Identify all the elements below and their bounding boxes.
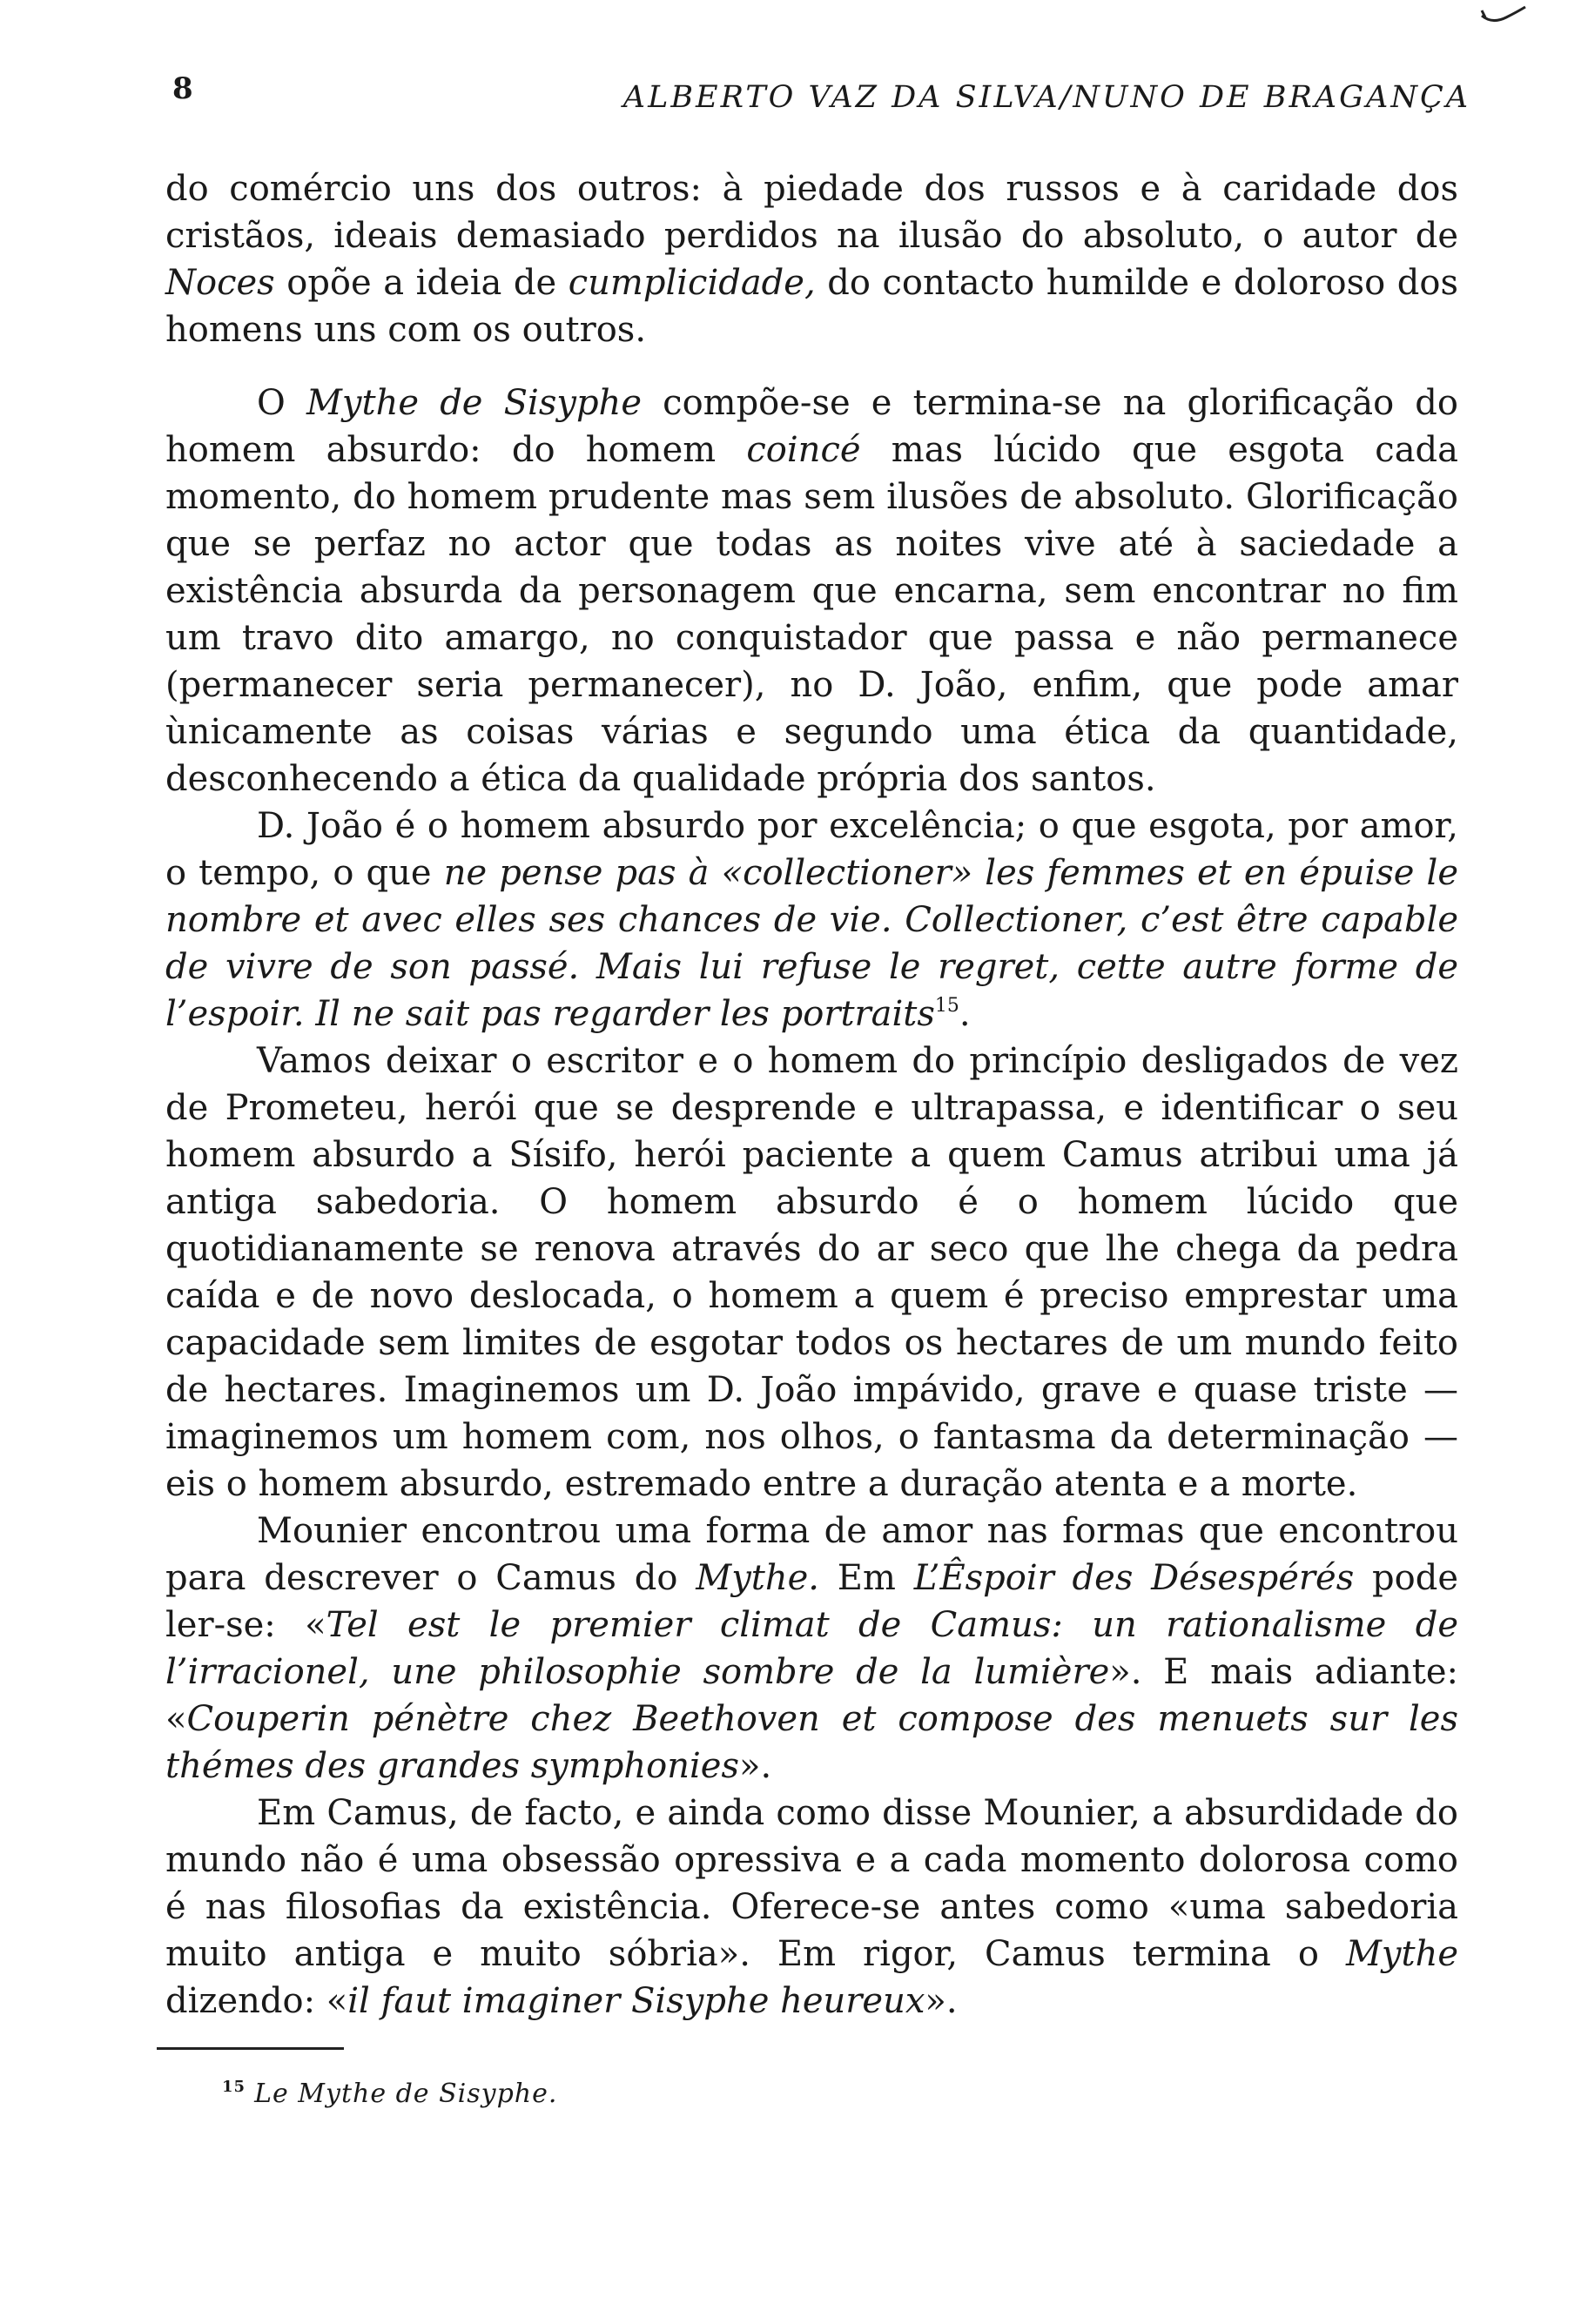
footnote-reference: 15 — [934, 995, 959, 1017]
pencil-mark-icon — [1480, 5, 1527, 24]
text-run: dizendo: « — [165, 1981, 348, 2021]
text-run: mas lúcido que esgota cada momento, do homem prudente mas sem ilusões de absoluto. Glorificação que se perfaz no actor que todas as noites vive até à saciedade a existência absurda da personagem que encarna, sem encontrar no fim um travo dito amargo, no conquistador que passa e não permanece (permanecer seria permanecer), no D. João, enfim, que pode amar ùnicamente as coisas várias e segundo uma ética da quantidade, desconhecendo a ética da qualidade própria dos santos. — [165, 430, 1458, 799]
text-run: ». — [925, 1981, 958, 2021]
body-text — [165, 165, 1458, 2025]
paragraph — [165, 1038, 1458, 1508]
italic-text: Couperin pénètre chez Beethoven et compose des menuets sur les thémes des grandes symphonies — [165, 1699, 1458, 1786]
text-run: D. João é o homem absurdo por excelência; o que esgota, por amor, o tempo, o que — [165, 806, 1458, 893]
paragraph — [165, 1790, 1458, 2025]
page-number: 8 — [172, 71, 193, 106]
text-run: compõe-se e termina-se na glorificação do homem absurdo: do homem — [165, 383, 1458, 470]
footnote-number: 15 — [222, 2078, 246, 2096]
italic-text: L’Êspoir des Désespérés — [913, 1558, 1355, 1598]
text-run: Vamos deixar o escritor e o homem do princípio desligados de vez de Prometeu, herói que se desprende e ultrapassa, e identificar o seu homem absurdo a Sísifo, herói paciente a quem Camus atribui uma já antiga sabedoria. O homem absurdo é o homem lúcido que quotidianamente se renova através do ar seco que lhe chega da pedra caída e de novo deslocada, o homem a quem é preciso emprestar uma capacidade sem limites de esgotar todos os hectares de um mundo feito de hectares. Imaginemos um D. João impávido, grave e quase triste — imaginemos um homem com, nos olhos, o fantasma da determinação — eis o homem absurdo, estremado entre a duração atenta e a morte. — [165, 1041, 1458, 1504]
italic-text: ne pense pas à «collectioner» les femmes et en épuise le nombre et avec elles ses chances de vie. Collectioner, c’est être capable de vivre de son passé. Mais lui refuse le regret, cette autre forme de l’espoir. Il ne sait pas regarder les portraits — [165, 853, 1458, 1034]
italic-text: Mythe — [1345, 1934, 1458, 1974]
text-run: ». E mais adiante: « — [165, 1652, 1458, 1739]
text-run: ». — [738, 1746, 772, 1786]
italic-text: Noces — [165, 263, 275, 303]
italic-text: coincé — [746, 430, 861, 470]
running-head: ALBERTO VAZ DA SILVA/NUNO DE BRAGANÇA — [622, 80, 1470, 115]
paragraph — [165, 803, 1458, 1038]
paragraph — [165, 1508, 1458, 1790]
text-run: . — [959, 994, 971, 1034]
text-run: Em Camus, de facto, e ainda como disse Mounier, a absurdidade do mundo não é uma obsessão opressiva e a cada momento dolorosa como é nas filosofias da existência. Oferece-se antes como «uma sabedoria muito antiga e muito sóbria». Em rigor, Camus termina o — [165, 1793, 1458, 1974]
text-run: O — [257, 383, 306, 423]
italic-text: Mythe. — [696, 1558, 820, 1598]
italic-text: Tel est le premier climat de Camus: un rationalisme de l’irracionel, une philosophie sombre de la lumière — [165, 1605, 1458, 1692]
text-run: do comércio uns dos outros: à piedade dos russos e à caridade dos cristãos, ideais demasiado perdidos na ilusão do absoluto, o autor de — [165, 169, 1458, 256]
footnote-divider — [157, 2047, 344, 2050]
text-run: pode ler-se: « — [165, 1558, 1458, 1645]
text-run: do contacto humilde e doloroso dos homens uns com os outros. — [165, 263, 1459, 350]
italic-text: Mythe de Sisyphe — [306, 383, 642, 423]
paragraph — [165, 165, 1458, 353]
footnote-text: Le Mythe de Sisyphe. — [254, 2079, 558, 2109]
text-run: Em — [819, 1558, 914, 1598]
text-run: Mounier encontrou uma forma de amor nas formas que encontrou para descrever o Camus do — [165, 1511, 1458, 1598]
paragraph — [165, 379, 1458, 803]
footnote — [222, 2079, 557, 2109]
text-run: opõe a ideia de — [274, 263, 569, 303]
italic-text: cumplicidade, — [568, 263, 816, 303]
italic-text: il faut imaginer Sisyphe heureux — [347, 1981, 925, 2021]
